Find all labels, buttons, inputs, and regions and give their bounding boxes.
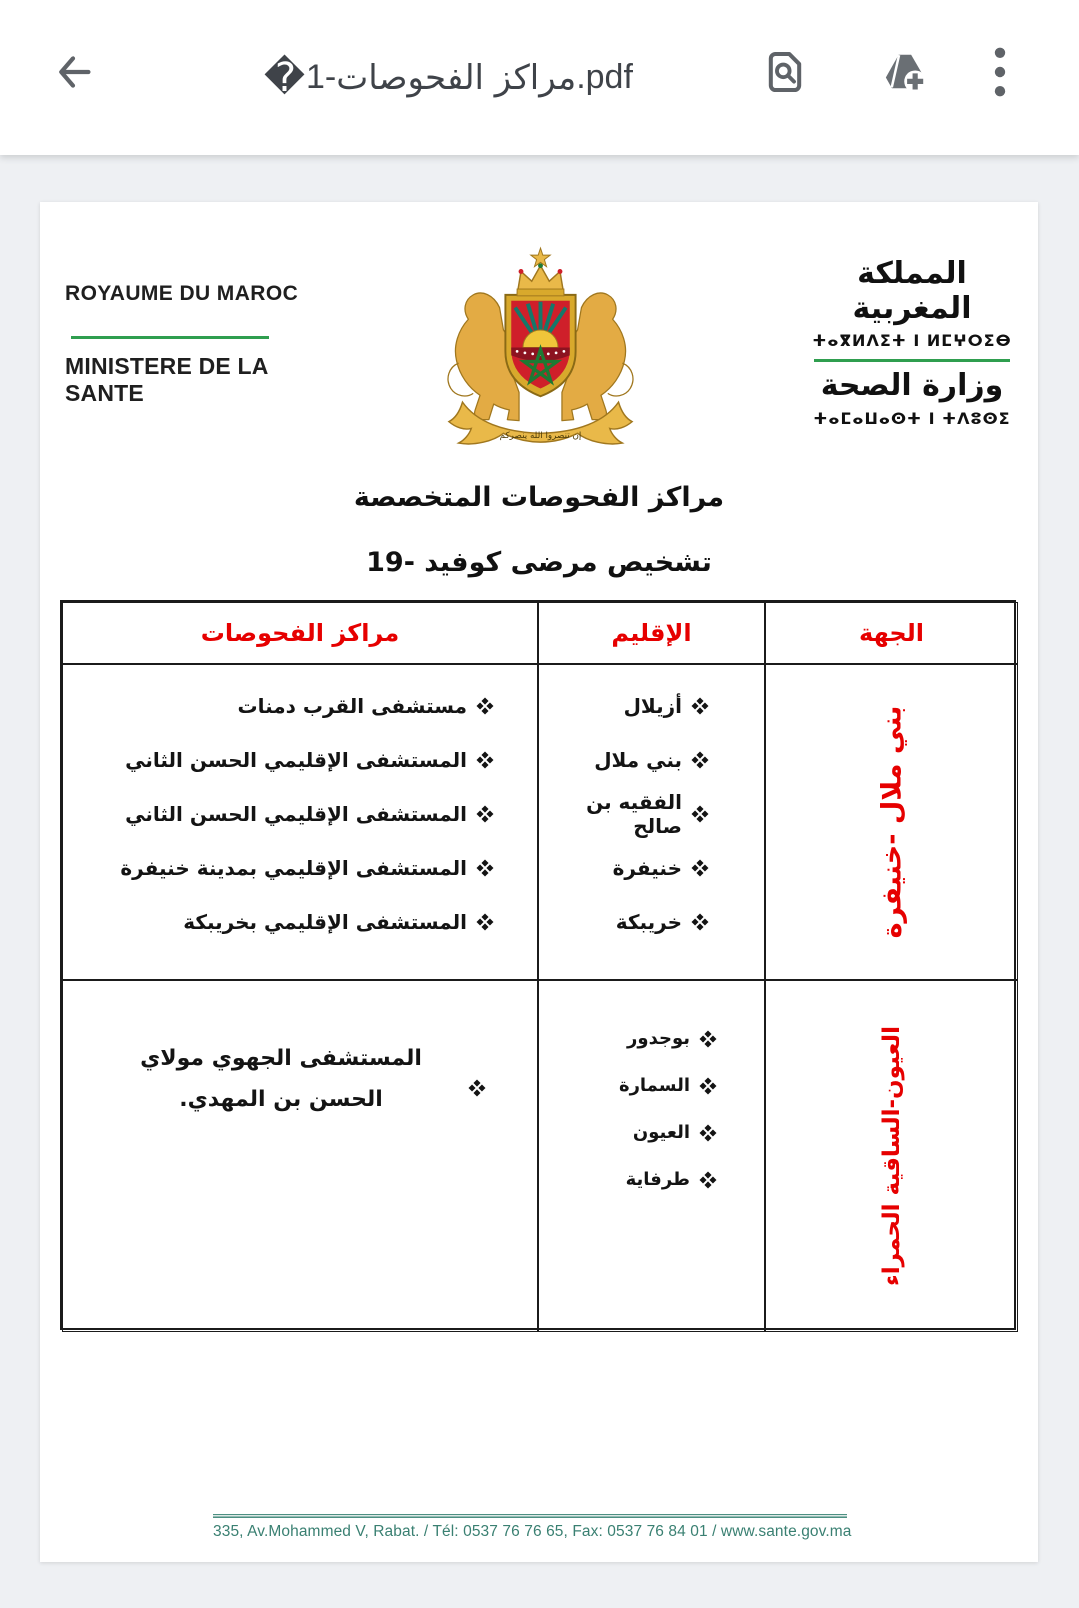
diamond-bullet-icon (692, 914, 709, 931)
back-arrow-icon (50, 51, 96, 96)
diamond-bullet-icon (477, 914, 494, 931)
kingdom-french: ROYAUME DU MAROC (65, 282, 299, 305)
list-item-text: طرفاية (625, 1169, 690, 1190)
app-bar (0, 0, 1079, 155)
list-item (543, 1156, 714, 1203)
list-item (543, 1015, 714, 1062)
list-item-text: بوجدور (627, 1028, 690, 1049)
kingdom-tifinagh: ⵜⴰⴳⵍⴷⵉⵜ ⵏ ⵍⵎⵖⵔⵉⴱ (812, 331, 1012, 350)
diamond-bullet-icon (469, 1079, 486, 1096)
footer-divider (213, 1514, 847, 1518)
region-cell-row1 (765, 664, 1018, 980)
document-title-line1: مراكز الفحوصات المتخصصة (353, 482, 725, 513)
file-title (264, 0, 633, 155)
list-item (543, 787, 706, 841)
more-options-icon (993, 46, 1007, 101)
list-item (543, 841, 706, 895)
letterhead-french (65, 282, 345, 407)
list-item (71, 841, 491, 895)
list-item (71, 679, 491, 733)
footer-address: 335, Av.Mohammed V, Rabat. / Tél: 0537 76 76 65, Fax: 0537 76 84 01 / www.sante.gov.ma (213, 1523, 852, 1540)
provinces-list (539, 665, 764, 949)
file-title-extension: .pdf (576, 58, 633, 96)
centers-cell-row1 (62, 664, 538, 980)
list-item-text: المستشفى الجهوي مولاي الحسن بن المهدي. (140, 1046, 422, 1112)
diamond-bullet-icon (700, 1077, 717, 1094)
page-footer (213, 1514, 852, 1541)
list-item (71, 895, 491, 949)
green-divider (71, 336, 269, 339)
list-item (543, 733, 706, 787)
green-divider (814, 359, 1010, 362)
list-item-text: المستشفى الإقليمي بمدينة خنيفرة (120, 856, 467, 880)
find-in-document-icon (762, 49, 808, 98)
region-label: بني ملال -خنيفرة (876, 705, 907, 939)
find-in-document-button[interactable] (752, 40, 818, 106)
diamond-bullet-icon (692, 860, 709, 877)
file-title-number: 1- (306, 58, 337, 96)
document-title-line2: تشخيص مرضى كوفيد -19 (366, 547, 712, 578)
provinces-cell-row1 (538, 664, 765, 980)
replacement-char-glyph: � (264, 54, 306, 101)
more-options-button[interactable] (967, 40, 1033, 106)
diamond-bullet-icon (692, 752, 709, 769)
list-item-text: أزيلال (623, 694, 682, 718)
provinces-cell-row2 (538, 980, 765, 1332)
file-title-arabic: مراكز الفحوصات (336, 57, 577, 98)
centers-list (63, 981, 537, 1120)
diamond-bullet-icon (700, 1124, 717, 1141)
diamond-bullet-icon (477, 752, 494, 769)
pdf-page[interactable] (40, 202, 1038, 1562)
list-item-text: خنيفرة (612, 856, 682, 880)
letterhead-arabic (803, 257, 1021, 428)
diamond-bullet-icon (700, 1171, 717, 1188)
diamond-bullet-icon (477, 860, 494, 877)
list-item-text: المستشفى الإقليمي الحسن الثاني (125, 802, 467, 826)
column-header-centers: مراكز الفحوصات (62, 602, 538, 664)
list-item-text: الفقيه بن صالح (586, 790, 682, 838)
add-to-drive-button[interactable] (872, 40, 938, 106)
add-to-drive-icon (880, 49, 930, 98)
kingdom-arabic: المملكة المغربية (852, 256, 972, 326)
emblem-motto: إن تنصروا الله ينصركم (499, 431, 582, 442)
list-item (71, 733, 491, 787)
diamond-bullet-icon (692, 698, 709, 715)
region-label: العيون-الساقية الحمراء (878, 1026, 905, 1286)
list-item (543, 895, 706, 949)
list-item (543, 1109, 714, 1156)
list-item (71, 1039, 483, 1120)
list-item-text: المستشفى الإقليمي بخريبكة (183, 910, 467, 934)
centers-list (63, 665, 537, 949)
test-centers-table (60, 600, 1016, 1330)
diamond-bullet-icon (477, 698, 494, 715)
list-item-text: العيون (632, 1122, 690, 1143)
diamond-bullet-icon (700, 1030, 717, 1047)
ministry-tifinagh: ⵜⴰⵎⴰⵡⴰⵙⵜ ⵏ ⵜⴷⵓⵙⵉ (813, 408, 1011, 428)
ministry-french: MINISTERE DE LA SANTE (65, 353, 268, 406)
list-item-text: السمارة (618, 1075, 690, 1096)
list-item-text: خريبكة (615, 910, 682, 934)
list-item (543, 1062, 714, 1109)
region-cell-row2 (765, 980, 1018, 1332)
provinces-list (539, 981, 764, 1203)
centers-cell-row2 (62, 980, 538, 1332)
list-item (71, 787, 491, 841)
list-item-text: بني ملال (594, 748, 682, 772)
list-item-text: المستشفى الإقليمي الحسن الثاني (125, 748, 467, 772)
ministry-arabic: وزارة الصحة (820, 368, 1004, 403)
list-item-text: مستشفى القرب دمنات (237, 694, 467, 718)
back-button[interactable] (40, 40, 106, 106)
list-item (543, 679, 706, 733)
diamond-bullet-icon (477, 806, 494, 823)
column-header-region: الجهة (765, 602, 1018, 664)
diamond-bullet-icon (692, 806, 709, 823)
column-header-province: الإقليم (538, 602, 765, 664)
morocco-coat-of-arms (443, 246, 638, 455)
